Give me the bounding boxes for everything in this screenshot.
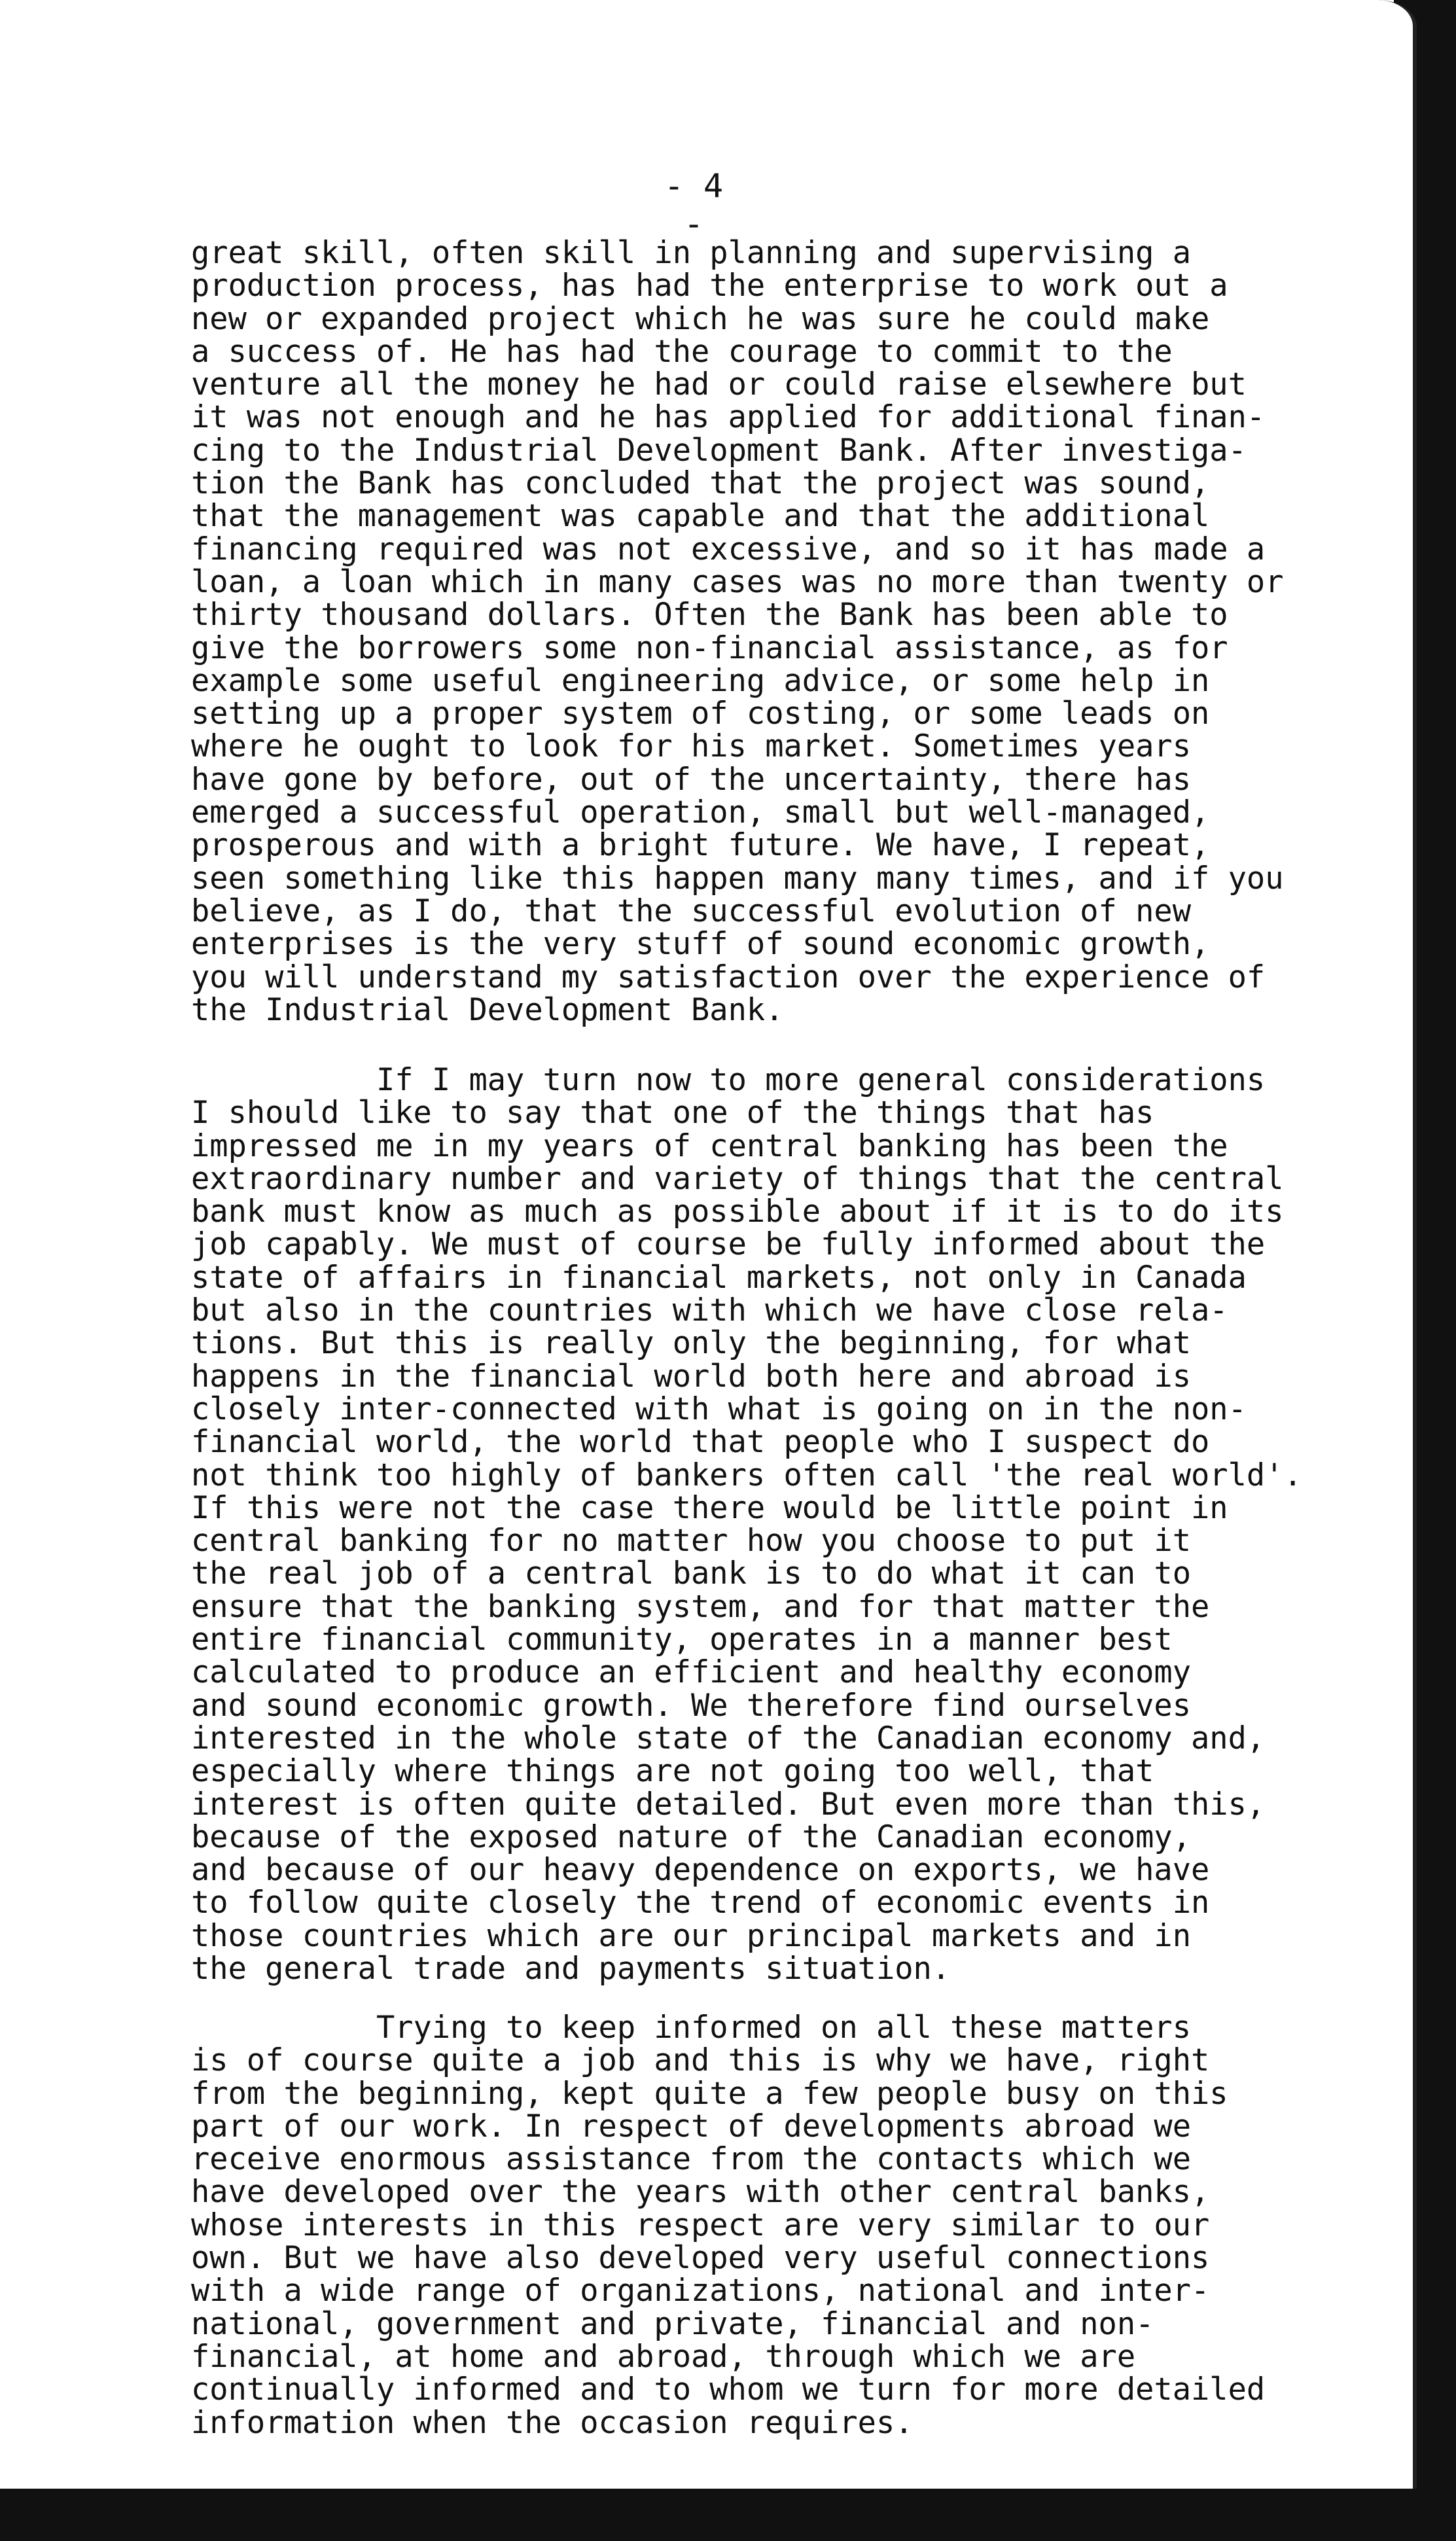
scan-page-curl xyxy=(1374,0,1417,2541)
scan-bottom-edge xyxy=(0,2489,1456,2541)
paragraph-2: If I may turn now to more general considerations I should like to say that one of the things that has impressed me in my years of central banking has been the extraordinary number and variety of things that the central bank must know as much as possible about if it is to do its job capably. We must of course be fully informed about the state of affairs in financial markets, not only in Canada but also in the countries with which we have close rela- tions. But this is really only the beginning, for what happens in the financial world both here and abroad is closely inter-connected with what is going on in the non- financial world, the world that people who I suspect do not think too highly of bankers often call 'the real world'. If this were not the case there would be little point in central banking for no matter how you choose to put it the real job of a central bank is to do what it can to ensure that the banking system, and for that matter the entire financial community, operates in a manner best calculated to produce an efficient and healthy economy and sound economic growth. We therefore find ourselves interested in the whole state of the Canadian economy and, especially where things are not going too well, that interest is often quite detailed. But even more than this, because of the exposed nature of the Canadian economy, and because of our heavy dependence on exports, we have to follow quite closely the trend of economic events in those countries which are our principal markets and in the general trade and payments situation. xyxy=(191,1062,1302,1987)
paragraph-1: great skill, often skill in planning and supervising a production process, has had the enterprise to work out a new or expanded project which he was sure he could make a success of. He has had the courage to commit to the venture all the money he had or could raise elsewhere but it was not enough and he has applied for additional finan- cing to the Industrial Development Bank. After investiga- tion the Bank has concluded that the project was sound, that the management was capable and that the additional financing required was not excessive, and so it has made a loan, a loan which in many cases was no more than twenty or thirty thousand dollars. Often the Bank has been able to give the borrowers some non-financial assistance, as for example some useful engineering advice, or some help in setting up a proper system of costing, or some leads on where he ought to look for his market. Sometimes years have gone by before, out of the uncertainty, there has emerged a successful operation, small but well-managed, prosperous and with a bright future. We have, I repeat, seen something like this happen many many times, and if you believe, as I do, that the successful evolution of new enterprises is the very stuff of sound economic growth, you will understand my satisfaction over the experience of the Industrial Development Bank. xyxy=(191,235,1284,1028)
page-number: - 4 - xyxy=(664,167,724,243)
paragraph-3: Trying to keep informed on all these matters is of course quite a job and this is why we have, right from the beginning, kept quite a few people busy on this part of our work. In respect of developments abroad we receive enormous assistance from the contacts which we have developed over the years with other central banks, whose interests in this respect are very similar to our own. But we have also developed very useful connections with a wide range of organizations, national and inter- national, government and private, financial and non- financial, at home and abroad, through which we are continually informed and to whom we turn for more detailed information when the occasion requires. xyxy=(191,2010,1266,2441)
